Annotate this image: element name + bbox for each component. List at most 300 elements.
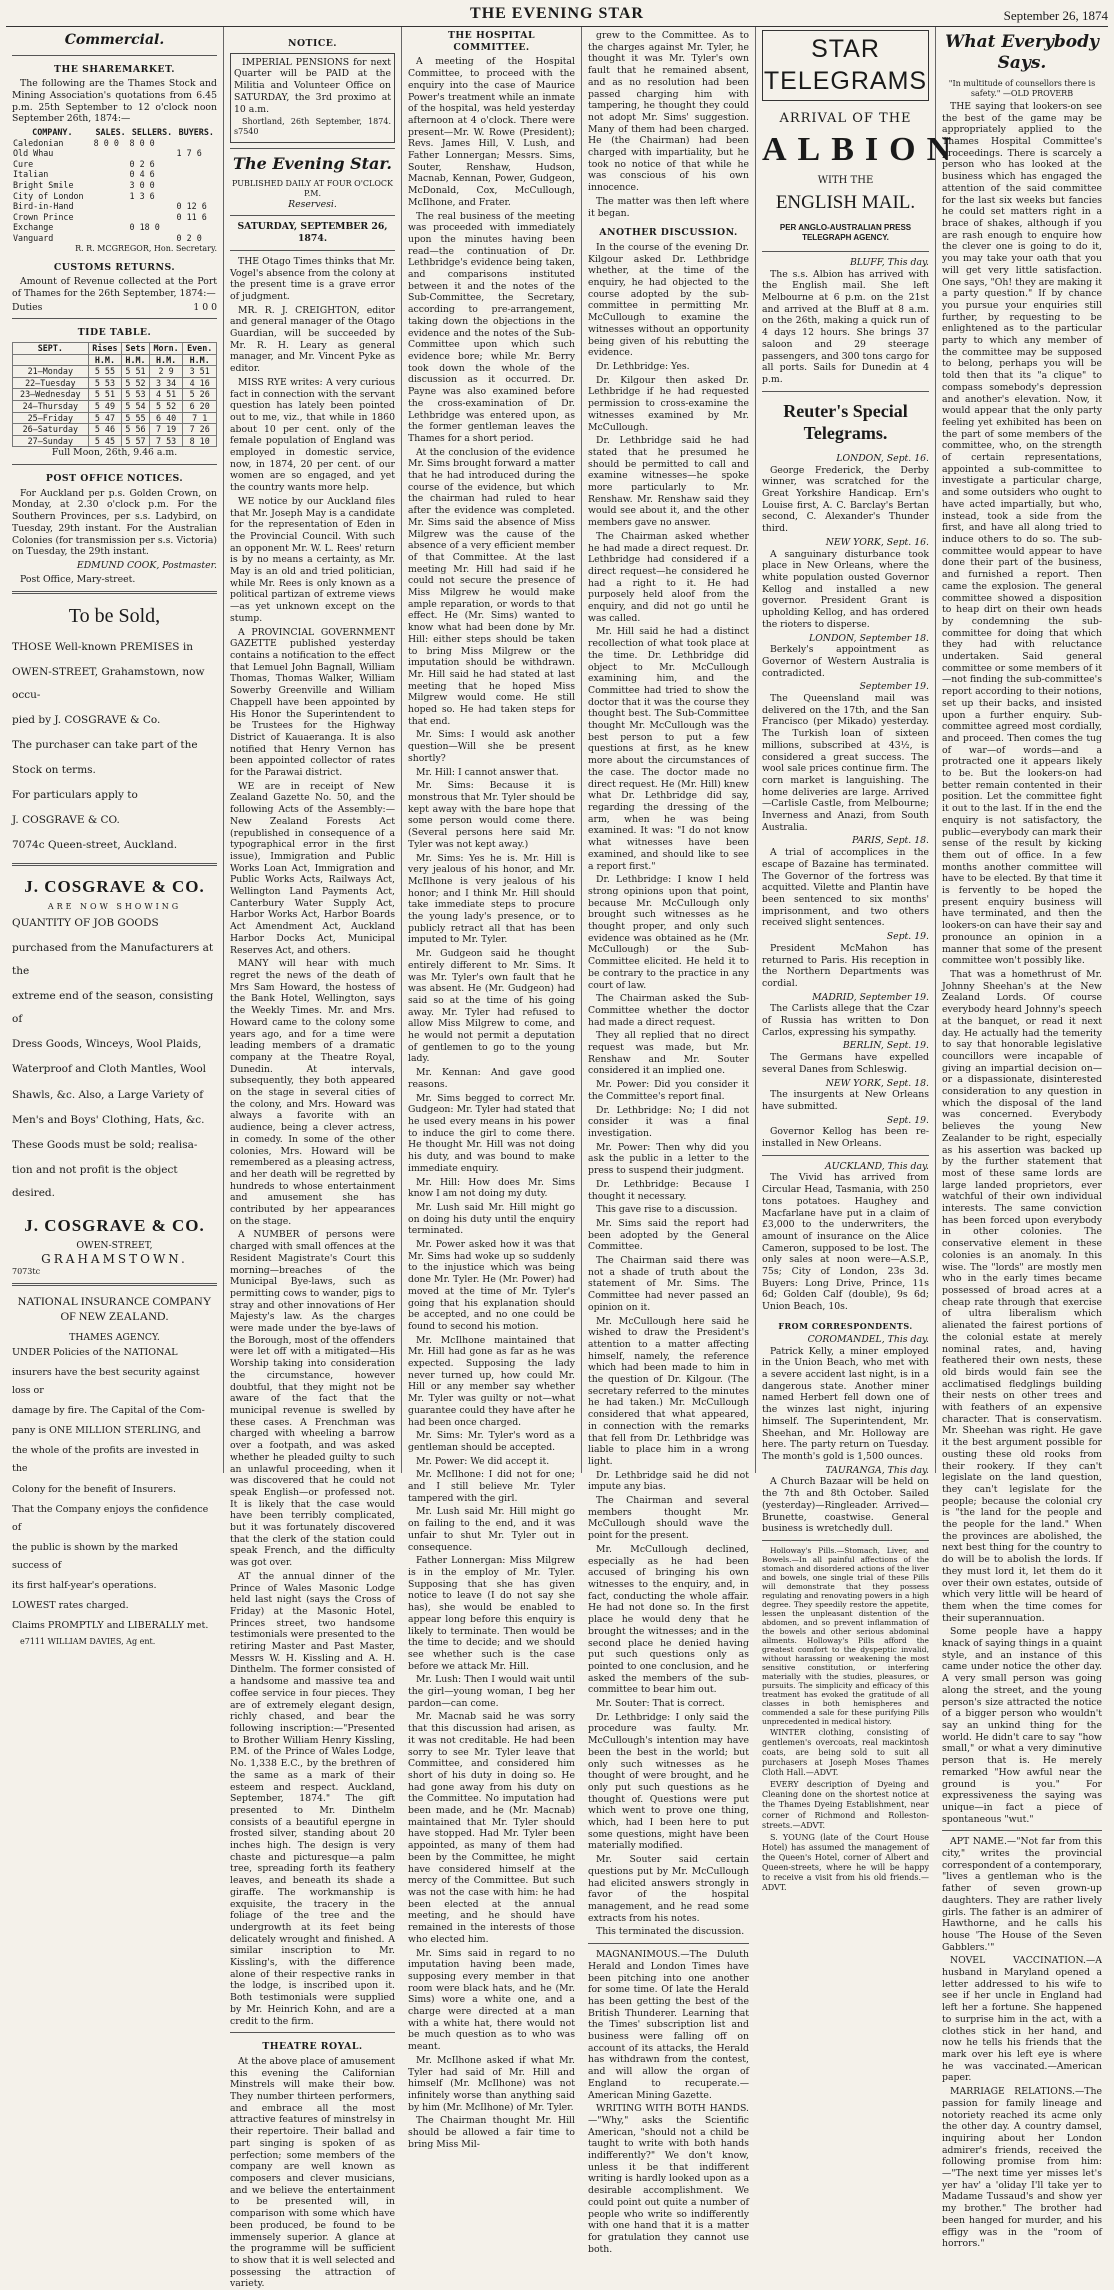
- tide-unit: H.M.: [183, 354, 217, 366]
- coromandel-dateline: COROMANDEL, This day.: [807, 1333, 929, 1345]
- share-table-body: [12, 138, 217, 244]
- tide-table-body: [13, 366, 217, 447]
- tide-cell: 3 51: [183, 366, 217, 378]
- share-row: [12, 180, 217, 191]
- to-be-sold-heading: To be Sold,: [68, 605, 161, 628]
- reuter-text: A trial of accomplices in the escape of Bazaine has terminated. The Governor of the fortress was acquitted. Vilette and Plantin have been sentenced to six months' imprisonment, and two others received slight sentences.: [762, 847, 929, 929]
- reuter-dateline: Sept. 19.: [886, 931, 929, 943]
- discussion-paragraph: Mr. Souter said certain questions put by Mr. McCullough had elicited answers strongly in favor of the hospital management, and he read some extracts from his notes.: [588, 1854, 749, 1924]
- share-cell: 0 12 6: [176, 201, 207, 212]
- everybody-says-paragraph: THE saying that lookers-on see the best of the game may be appropriately applied to the Thames Hospital Committee's proceedings. There is scarcely a person who has looked at the business which has engaged the attention of the said committee for the last six weeks but fancies he could set matters right in a brace of shakes, although if you are rash enough to enquire how the clever one is going to do it, you may take your oath that you will get very little satisfaction. One says, "Oh! they are making it a party question." If by chance you pursue your enquiries still further, by requesting to be enlightened as to the particular party to which any member of the committee may be supposed to belong, perhaps you will be told then that its "a clique" to compass somebody's depression and another's elevation. Now, it would appear that the only party feeling yet exhibited has been on the part of some members of the committee, who, on the strength of certain representations, appointed a sub-committee to investigate a particular charge, and some outsiders who ought to have acted impartially, but who, instead, took a side from the first, and have all along tried to induce others to do so. The sub-committee would appear to have done their part of the business, and furnished a report. Then came the explosion. The general committee showed a disposition to heap dirt on their own heads by condemning the sub-committee for doing that which they had with reluctance undertaken. Said general committee or some members of it—not finding the sub-committee's report according to their notions, set up their backs, and insisted upon a further enquiry. Sub-committee agreed most cordially, and proceed. Then comes the tug of war—of words—and a protracted one it appears likely to be. But the lookers-on had better remain contented in their position. Let the committee fight it out to the last. If in the end the enquiry is not satisfactory, the public—everybody can mark their sense of the result by kicking them out of office. In a few months another committee will have to be elected. By that time it is fervently to be hoped the present enquiry business will have terminated, and then the lookers-on can have their say and pronounce an opinion in a manner that some of the present committee won't possibly like.: [942, 100, 1102, 967]
- divider: [12, 863, 217, 866]
- cosgrave-ad: [12, 912, 217, 1205]
- tide-cell: 7 1: [183, 412, 217, 424]
- hospital-paragraph: Mr. Sims said in regard to no imputation having been made, supposing every member in that room were black hats, and he (Mr. Sims) wore a white one, and a charge were directed at a man with a white hat, there would not be much question as to who was meant.: [408, 1947, 575, 2053]
- hospital-paragraphs: [408, 56, 575, 2150]
- hospital-paragraph: Mr. Lush said Mr. Hill might go on doing his duty until the enquiry terminated.: [408, 1201, 575, 1237]
- editorial-dateline: SATURDAY, SEPTEMBER 26, 1874.: [237, 221, 388, 245]
- share-cell: 3 0 0: [129, 180, 155, 191]
- cosgrave-line: extreme end of the season, consisting of: [12, 990, 214, 1026]
- share-cell: Bird-in-Hand: [13, 201, 74, 212]
- young-ad: S. YOUNG (late of the Court House Hotel) has assumed the management of the Queen's Hotel, corner of Albert and Queen-streets, where he will be happy to receive a visit from his old friends.—ADVT.: [762, 1832, 929, 1893]
- with-the-line: WITH THE: [817, 175, 874, 187]
- tide-cell: 27–Sunday: [13, 435, 89, 447]
- hospital-paragraph: Mr. Hill: How does Mr. Sims know I am not doing my duty.: [408, 1176, 575, 1200]
- duties-row: [12, 302, 217, 314]
- cosgrave-footer-name: J. COSGRAVE & CO.: [24, 1215, 205, 1235]
- cosgrave-heading: J. COSGRAVE & CO.: [24, 877, 205, 897]
- columns: [6, 27, 1108, 2290]
- reuter-text: The insurgents at New Orleans have submitted.: [762, 1089, 929, 1112]
- masthead: THE EVENING STAR: [470, 4, 644, 22]
- tide-cell: 2 9: [149, 366, 183, 378]
- divider: [12, 464, 217, 465]
- reuter-text: The Germans have expelled several Danes from Schleswig.: [762, 1052, 929, 1075]
- share-cell: Bright Smile: [13, 180, 74, 191]
- tide-cell: 5 55: [122, 412, 150, 424]
- tide-col-header: Rises: [88, 343, 122, 355]
- tide-cell: 5 52: [149, 400, 183, 412]
- divider: [762, 391, 929, 392]
- insurance-signature: e7111 WILLIAM DAVIES, Ag ent.: [20, 1636, 156, 1646]
- cosgrave-line: Dress Goods, Winceys, Wool Plaids,: [12, 1038, 202, 1051]
- share-cell: 1 7 6: [176, 148, 202, 159]
- coromandel-text: Patrick Kelly, a miner employed in the Union Beach, who met with a severe accident last night, is in a dangerous state. Another miner named Herbert fell down one of the winzes last night, injuring himself. The Superintendent, Mr. Sheehan, and Mr. Holloway are here. The party return on Tuesday. The month's gold is 1,500 ounces.: [762, 1345, 929, 1462]
- discussion-paragraph: Dr. Lethbridge: Because I thought it necessary.: [588, 1178, 749, 1202]
- discussion-paragraph: Dr. Lethbridge: No; I did not consider it was a final investigation.: [588, 1104, 749, 1139]
- share-row: [12, 233, 217, 244]
- share-cell: 8 0 0: [129, 137, 155, 148]
- tide-cell: 8 10: [183, 435, 217, 447]
- insurance-line: insurers have the best security against loss or: [12, 1367, 200, 1397]
- reuter-text: President McMahon has returned to Paris. His reception in the Northern Departments was cordial.: [762, 942, 929, 989]
- hospital-continued: [588, 30, 749, 219]
- tide-cell: 5 45: [88, 435, 122, 447]
- hospital-paragraph: Mr. McIlhone maintained that Mr. Hill had gone as far as he was expected. Supposing the lady never turned up, how could Mr. Hill or any member say whether Mr. Tyler was guilty or not—what guarantee could they have after he had been once charged.: [408, 1334, 575, 1428]
- editorial-paragraph: MISS RYE writes: A very curious fact in connection with the servant question has lately been pointed out to me, viz., that while in 1860 about 10 per cent. only of the female population of England was employed in domestic service, now, in 1874, 20 per cent. of our women are so engaged, and yet the country wants more help.: [230, 376, 395, 494]
- tide-row: [13, 412, 217, 424]
- auckland-text: The Vivid has arrived from Circular Head, Tasmania, with 250 tons potatoes. Haughey and Macfarlane have put in a claim of £3,000 to the underwriters, the amount of insurance on the Alice Cameron, supposed to be lost. The only sales at noon were—A.S.P., 75s; City of London, 23s 3d. Buyers: Long Drive, Prince, 11s 6d; Golden Calf (double), 9s 6d; Union Beach, 10s.: [762, 1172, 929, 1313]
- tide-cell: 3 34: [149, 377, 183, 389]
- tide-cell: 4 51: [149, 389, 183, 401]
- share-col-header: SELLERS.: [131, 127, 173, 138]
- hospital-paragraph: grew to the Committee. As to the charges against Mr. Tyler, he thought it was Mr. Tyler's own fault that he remained absent, and as no resolution had been passed charging him with tampering, he thought they could not adopt Mr. Sims' suggestion. Many of them had been charged. He (the Chairman) had been charged with impartiality, but he took no notice of that while he was conscious of his own innocence.: [588, 30, 749, 194]
- tide-cell: 5 46: [88, 424, 122, 436]
- discussion-paragraph: They all replied that no direct request was made, but Mr. Renshaw and Mr. Souter considered it an implied one.: [588, 1030, 749, 1077]
- divider: [762, 251, 929, 252]
- cosgrave-line: Shawls, &c. Also, a Large Variety of: [12, 1088, 204, 1101]
- everybody-says-paragraphs: [942, 101, 1102, 1825]
- hospital-paragraph: Mr. McIlhone: I did not for one; and I still believe Mr. Tyler tampered with the girl.: [408, 1469, 575, 1504]
- albion-heading: ALBION: [762, 131, 963, 169]
- everybody-says-paragraph: That was a homethrust of Mr. Johnny Sheehan's at the New Zealand Lords. Of course everybody heard Johnny's speech at the banquet, or read it next day. He actually had the temerity to say that honorable legislative councillors were incapable of giving an impartial decision on—or a dispassionate, disinterested consideration to any question in which the disposal of the land was concerned. Everybody believes the young New Zealander to be right, especially as his assertion was backed up by the further statement that most of these same lords are large landed proprietors, ever watchful of their own individual interests. The same conviction has been forced upon everybody in other colonies. The conservative element in these colonies is an anomaly. In this wise. The "lords" are mostly men who in the early times became possessed of broad acres at a cheap rate through that exercise of ultra liberalism which alienated the fairest portions of the colonial estate at merely nominal rates, and, having feathered their own nests, these old birds would fain see the acclimatised fledglings building their nests on other trees and with feathers of an expensive character. That is conservatism. Mr. Sheehan was right. He gave it the best argument possible for ousting these old rooks from their rookery. If they can't legislate on the land question, they can't legislate for the people; because the colonial cry is "the land for the people and the people for the land." When the provinces are abolished, the next best thing for the country to do will be to abolish the lords. If they must lord it, let them do it over their own estates, outside of which very little will be heard of them when the time comes for their superannuation.: [942, 969, 1102, 1624]
- share-col-header: COMPANY.: [32, 127, 73, 138]
- reuter-dateline: Sept. 19.: [886, 1114, 929, 1126]
- hospital-paragraph: Mr. Lush: Then I would wait until the girl—young woman, I beg her pardon—can come.: [408, 1674, 575, 1709]
- sold-line: J. COSGRAVE & CO.: [12, 814, 120, 827]
- share-cell: [129, 148, 176, 159]
- tide-heading: TIDE TABLE.: [77, 327, 152, 339]
- divider: [12, 318, 217, 319]
- hospital-paragraph: Mr. Sims: Because it is monstrous that Mr. Tyler should be kept away with the bare hope that some person would come there. (Several persons here said Mr. Tyler was not kept away.): [408, 780, 575, 850]
- hospital-paragraph: Mr. Macnab said he was sorry that this discussion had arisen, as it was not creditable. He had been sorry to see Mr. Tyler leave that Committee, and considered him short of his duty in doing so. He had gone away from his duty on the Committee. No imputation had been made, and he (Mr. Macnab) maintained that Mr. Tyler should have stopped. Had Mr. Tyler been appointed, as many of them had been by the Committee, he might have considered himself at the mercy of the Committee. But such was not the case with him: he had been elected at the annual meeting, and he should have remained in the interests of those who elected him.: [408, 1711, 575, 1945]
- editorial-paragraph: WE notice by our Auckland files that Mr. Joseph May is a candidate for the representation of Eden in the Provincial Council. With such an opponent Mr. W. L. Rees' return is by no means a certainty, as Mr. May is an old and tried politician, while Mr. Rees is only known as a political partizan of extreme views—as yet unknown except on the stump.: [230, 495, 395, 624]
- hospital-paragraph: Father Lonnergan: Miss Milgrew is in the employ of Mr. Tyler. Supposing that she has given notice to leave (I do not say she has), she would be enabled to appear long before this enquiry is likely to terminate. Then would be the time to decide; and we should see whether such is the case before we attack Mr. Hill.: [408, 1555, 575, 1672]
- everybody-says-heading: What Everybody Says.: [945, 32, 1099, 74]
- paper-title: The Evening Star.: [233, 154, 392, 174]
- arrival-line: ARRIVAL OF THE: [779, 111, 912, 126]
- hospital-paragraph: The Chairman thought Mr. Hill should be allowed a fair time to bring Miss Mil-: [408, 2115, 575, 2150]
- tide-cell: 7 26: [183, 424, 217, 436]
- duties-label: Duties: [12, 301, 43, 313]
- reuter-dateline: September 19.: [859, 681, 929, 693]
- notice-signature: Shortland, 26th September, 1874. s7540: [234, 117, 391, 137]
- reuter-items: [762, 453, 929, 1150]
- editorial-paragraph: MR. R. J. CREIGHTON, editor and general manager of the Otago Guardian, will be succeeded by Mr. R. H. Leary as general manager, and Mr. Vincent Pyke as editor.: [230, 304, 395, 375]
- cosgrave-line: Men's and Boys' Clothing, Hats, &c.: [12, 1113, 205, 1126]
- share-cell: [129, 212, 176, 223]
- column-5: [756, 27, 963, 1893]
- post-office-address: Post Office, Mary-street.: [20, 573, 136, 585]
- motto: "In multitude of counsellors there is safety." —OLD PROVERB: [948, 78, 1096, 98]
- share-cell: [93, 180, 129, 191]
- winter-ad: WINTER clothing, consisting of gentlemen's overcoats, real mackintosh coats, are being sold to suit all purchasers at Joseph Moses Thames Cloth Hall.—ADVT.: [762, 1727, 929, 1778]
- share-cell: [129, 201, 176, 212]
- column-3: [402, 27, 582, 2150]
- discussion-paragraph: Dr. Lethbridge: I only said the procedure was faulty. Mr. McCullough's intention may have been the best in the world; but only such witnesses as he thought of were brought, and he only put such questions as he thought of. Questions were put which went to prove one thing, which, had I been here to put some questions, might have been materially modified.: [588, 1711, 749, 1852]
- cosgrave-line: tion and not profit is the object desired.: [12, 1163, 178, 1199]
- tide-cell: 5 47: [88, 412, 122, 424]
- post-office-signature: EDMUND COOK, Postmaster.: [76, 559, 217, 571]
- tide-cell: 5 55: [88, 366, 122, 378]
- tide-cell: 5 52: [122, 377, 150, 389]
- reuter-dateline: NEW YORK, Sept. 16.: [825, 536, 929, 548]
- tide-units-row: [13, 354, 217, 366]
- reuter-heading: Reuter's Special Telegrams.: [783, 400, 908, 444]
- sold-line: pied by J. COSGRAVE & Co.: [12, 713, 161, 726]
- magnanimous-item: MAGNANIMOUS.—The Duluth Herald and London Times have been pitching into one another for some time. Of late the Herald has been getting the best of the British Thunderer. Learning that the Times' subscription list and business were falling off on account of its attacks, the Herald has withdrawn from the contest, and will allow the organ of England to recuperate.—American Mining Gazette.: [588, 1949, 749, 2101]
- cosgrave-line: These Goods must be sold; realisa-: [12, 1138, 198, 1151]
- tide-unit: [13, 354, 89, 366]
- share-cell: 0 2 6: [129, 158, 155, 169]
- hospital-paragraph: The real business of the meeting was proceeded with immediately upon the minutes having been read—the continuation of Dr. Lethbridge's evidence being taken, and comparisons instituted between it and the notes of the Sub-Committee, the Secretary, according to pre-arrangement, taking down the objections in the evidence and the notes of the Sub-Committee upon which such evidence bore; while Mr. Berry took down the whole of the discussion as it occurred. Dr. Payne was also examined before the cross-examination of Dr. Lethbridge was entered upon, as the former gentleman leaves the Thames for a short period.: [408, 210, 575, 444]
- sold-line: 7074c Queen-street, Auckland.: [12, 839, 178, 852]
- tide-cell: 25–Friday: [13, 412, 89, 424]
- share-cell: Italian: [13, 169, 49, 180]
- notice-heading: NOTICE.: [287, 38, 338, 49]
- hospital-paragraph: Mr. Sims begged to correct Mr. Gudgeon: Mr. Tyler had stated that he used every means in his power to induce the girl to come there. He thought Mr. Hill was not doing his duty, and was bound to make immediate enquiry.: [408, 1092, 575, 1174]
- column-6: [936, 27, 1108, 2250]
- commercial-heading: Commercial.: [64, 32, 165, 48]
- holloway-ad: Holloway's Pills.—Stomach, Liver, and Bowels.—In all painful affections of the stomach and disordered actions of the liver and bowels, one single trial of these Pills will demonstrate that they possess regulating and renovating powers in a high degree. They speedily restore the appetite, lessen the unpleasant distention of the abdomen, and so prevent inflammation of the bowels and other serious abdominal ailments. Holloway's Pills afford the greatest comfort to the dyspeptic invalid, without harassing or weakening the most sensitive constitution, or interfering materially with the studies, pleasures, or pursuits. The simplicity and efficacy of this treatment has evoked the gratitude of all classes in both hemispheres and commended a sale for these purifying Pills unprecedented in medical history.: [762, 1545, 929, 1726]
- theatre-heading: THEATRE ROYAL.: [262, 2041, 363, 2053]
- auckland-dateline: AUCKLAND, This day.: [824, 1160, 929, 1172]
- hospital-paragraph: Mr. Hill: I cannot answer that.: [416, 766, 559, 778]
- editorial-paragraph: A NUMBER of persons were charged with small offences at the Resident Magistrate's Court this morning—breaches of the Municipal Bye-laws, such as permitting cows to wander, pigs to stray and other innovations of Her Majesty's law. As the charges were made under the bye-laws of the Borough, most of the offenders were let off with a mitigated—His Worship taking into consideration the circumstance, however doubtful, that they might not be aware of the fact that the municipal revenue is swelled by these cases. A Frenchman was charged with wheeling a barrow over a footpath, and was asked whether he pleaded guilty to such an unlawful proceeding, when it was discovered that he could not speak English—or professed not. It is likely that the case would have been terribly complicated, but it was fortunately discovered that the clerk of the station could speak French, and the difficulty was got over.: [230, 1229, 395, 1569]
- share-row: [12, 222, 217, 233]
- theatre-text: At the above place of amusement this evening the Californian Minstrels will make their bow. They number thirteen performers, and embrace all the most attractive features of minstrelsy in their repertoire. Their ballad and part singing is spoken of as perfection; some members of the company are well known as composers and clever musicians, and we believe the entertainment to be presented will, in comparison with some which have been produced, be found to be immensely superior. A glance at the programme will be sufficient to show that it is well selected and possessing the attraction of variety.: [230, 2055, 396, 2290]
- correspondents-heading: FROM CORRESPONDENTS.: [778, 1320, 913, 1331]
- tide-row: [13, 377, 217, 389]
- sold-line: THOSE Well-known PREMISES in: [12, 640, 193, 653]
- hospital-paragraph: Mr. Sims: Mr. Tyler's word as a gentleman should be accepted.: [408, 1430, 575, 1453]
- share-cell: [176, 180, 217, 191]
- share-cell: [93, 233, 129, 244]
- share-cell: 8 0 0: [93, 137, 119, 148]
- share-cell: Vanguard: [13, 232, 54, 243]
- share-signature: R. R. MCGREGOR, Hon. Secretary.: [75, 243, 217, 253]
- tide-cell: 24–Thursday: [13, 400, 89, 412]
- discussion-paragraph: In the course of the evening Dr. Kilgour asked Dr. Lethbridge whether, at the time of the enquiry, he had objected to the course adopted by the sub-committee in permitting Mr. McCullough to examine the witnesses without an opportunity being given of his rebutting the evidence.: [588, 241, 749, 359]
- tide-row: [13, 366, 217, 378]
- divider: [12, 1283, 217, 1286]
- reuter-dateline: BERLIN, Sept. 19.: [842, 1040, 929, 1052]
- tide-cell: 6 20: [183, 400, 217, 412]
- share-cell: 0 18 0: [129, 222, 160, 233]
- apt-name-item: APT NAME.—"Not far from this city," writes the provincial correspondent of a contemporary, "lives a gentleman who is the father of seven grown-up daughters. They are rather lively girls. The father is an admirer of Hawthorne, and he calls his house 'The House of the Seven Gabblers.'": [942, 1836, 1102, 1953]
- tide-cell: 5 57: [122, 435, 150, 447]
- tide-col-header: SEPT.: [13, 343, 89, 355]
- tide-cell: 5 53: [122, 389, 150, 401]
- tide-cell: 5 26: [183, 389, 217, 401]
- editorial-paragraph: THE Otago Times thinks that Mr. Vogel's absence from the colony at the present time is a grave error of judgment.: [230, 255, 395, 302]
- share-col-header: SALES.: [95, 127, 126, 138]
- hospital-paragraph: Mr. Power: We did accept it.: [416, 1455, 550, 1467]
- hospital-heading: THE HOSPITAL COMMITTEE.: [447, 30, 536, 53]
- published-line: PUBLISHED DAILY AT FOUR O'CLOCK P.M.: [231, 178, 394, 198]
- share-row: [12, 191, 217, 202]
- share-cell: [129, 233, 176, 244]
- divider: [12, 591, 217, 594]
- cosgrave-line: QUANTITY OF JOB GOODS: [12, 916, 159, 929]
- reuter-dateline: MADRID, September 19.: [812, 991, 929, 1003]
- share-cell: [93, 148, 129, 159]
- divider: [230, 2032, 395, 2033]
- insurance-line: pany is ONE MILLION STERLING, and: [12, 1425, 201, 1437]
- tide-row: [13, 400, 217, 412]
- tide-cell: 5 54: [122, 400, 150, 412]
- discussion-paragraph: The Chairman and several members thought Mr. McCullough should wave the point for the present.: [588, 1495, 749, 1542]
- tide-unit: H.M.: [149, 354, 183, 366]
- tide-col-header: Sets: [122, 343, 150, 355]
- divider: [12, 55, 217, 56]
- tide-cell: 5 49: [88, 400, 122, 412]
- tide-row: [13, 435, 217, 447]
- tide-cell: 21–Monday: [13, 366, 89, 378]
- cosgrave-street: OWEN-STREET,: [76, 1240, 153, 1252]
- page-header: [6, 0, 1108, 27]
- tide-cell: 22–Tuesday: [13, 377, 89, 389]
- discussion-paragraph: Dr. Kilgour then asked Dr. Lethbridge if he had requested permission to cross-examine the witnesses examined by Mr. McCullough.: [588, 374, 749, 433]
- customs-text: Amount of Revenue collected at the Port of Thames for the 26th September, 1874:—: [12, 276, 217, 299]
- insurance-line: its first half-year's operations.: [12, 1579, 157, 1591]
- tauranga-dateline: TAURANGA, This day.: [825, 1464, 929, 1476]
- discussion-paragraph: Mr. Sims said the report had been adopted by the General Committee.: [588, 1217, 749, 1253]
- tide-col-header: Morn.: [149, 343, 183, 355]
- share-cell: [176, 191, 217, 202]
- tide-cell: 26–Saturday: [13, 424, 89, 436]
- notice-box: [230, 53, 395, 144]
- notice-text: IMPERIAL PENSIONS for next Quarter will be PAID at the Militia and Volunteer Office on SATURDAY, the 3rd proximo at 10 a.m.: [234, 56, 391, 115]
- reuter-dateline: NEW YORK, Sept. 18.: [825, 1077, 929, 1089]
- share-table-header: [12, 127, 217, 138]
- editorial-paragraphs: [230, 256, 395, 2027]
- cosgrave-sub: ARE NOW SHOWING: [47, 901, 182, 911]
- hospital-paragraph: The matter was then left where it began.: [588, 195, 749, 219]
- discussion-paragraph: Dr. Lethbridge: I know I held strong opinions upon that point, because Mr. McCullough only brought such witnesses as he thought proper, and only such evidence was obtained as he (Mr. McCullough) or the Sub-Committee elicited. He held it to be contrary to the practice in any court of law.: [588, 874, 749, 991]
- discussion-paragraph: The Chairman asked whether he had made a direct request. Dr. Lethbridge had considered if a direct request—he considered he had a right to it. He had purposely held aloof from the enquiry, and did not go until he was called.: [588, 530, 749, 624]
- divider: [230, 250, 395, 251]
- divider: [588, 1943, 749, 1944]
- issue-date: September 26, 1874: [1003, 7, 1108, 23]
- tide-unit: H.M.: [88, 354, 122, 366]
- hospital-paragraph: Mr. Kennan: And gave good reasons.: [408, 1067, 575, 1090]
- sharemarket-intro: The following are the Thames Stock and Mining Association's quotations from 6.45 p.m. 25th September to 12 o'clock noon September 26th, 1874:—: [12, 78, 217, 125]
- tide-unit: H.M.: [122, 354, 150, 366]
- discussion-paragraph: Dr. Lethbridge said he had stated that he presumed he should be permitted to call and examine witnesses—he spoke more particularly to Mr. Renshaw. Mr. Renshaw said they would see about it, and the other members gave no answer.: [588, 435, 749, 529]
- share-cell: 1 3 6: [129, 190, 155, 201]
- divider: [230, 148, 395, 149]
- sold-line: The purchaser can take part of the: [12, 738, 198, 751]
- share-cell: [176, 138, 217, 149]
- discussion-paragraph: Dr. Lethbridge said he did not impute any bias.: [588, 1469, 749, 1493]
- insurance-line: damage by fire. The Capital of the Com-: [12, 1405, 205, 1417]
- sold-line: OWEN-STREET, Grahamstown, now occu-: [12, 665, 205, 701]
- share-cell: Crown Prince: [13, 211, 74, 222]
- agency-line: PER ANGLO-AUSTRALIAN PRESS TELEGRAPH AGENCY.: [779, 222, 912, 242]
- discussion-paragraph: The Chairman said there was not a shade of truth about the statement of Mr. Sims. The Committee had never passed an opinion on it.: [588, 1255, 749, 1313]
- divider: [942, 1830, 1102, 1831]
- sold-line: For particulars apply to: [12, 789, 138, 802]
- share-row: [12, 169, 217, 180]
- bluff-text: The s.s. Albion has arrived with the English mail. She left Melbourne at 6 p.m. on the 21st and arrived at the Bluff at 8 a.m. on the 26th, making a quick run of 4 days 12 hours. She brings 37 saloon and 29 steerage passengers, and 300 tons cargo for all ports. Sails for Dunedin at 4 p.m.: [762, 268, 929, 385]
- another-discussion-heading: ANOTHER DISCUSSION.: [599, 227, 738, 239]
- tide-col-header: Even.: [183, 343, 217, 355]
- tide-cell: 23–Wednesday: [13, 389, 89, 401]
- insurance-sub: THAMES AGENCY.: [69, 1332, 160, 1344]
- sharemarket-heading: THE SHAREMARKET.: [54, 63, 175, 75]
- share-cell: 0 2 0: [176, 232, 202, 243]
- to-be-sold-ad: [12, 636, 217, 858]
- insurance-heading: NATIONAL INSURANCE COMPANY OF NEW ZEALAND.: [17, 1294, 212, 1324]
- share-cell: [93, 159, 129, 170]
- discussion-paragraph: Mr. Souter: That is correct.: [596, 1698, 725, 1710]
- share-cell: [93, 212, 129, 223]
- column-4: [582, 27, 756, 2255]
- share-row: [12, 159, 217, 170]
- insurance-ad: [12, 1344, 217, 1635]
- tauranga-text: A Church Bazaar will be held on the 7th and 8th October. Sailed (yesterday)—Ringleader. Arrived—Brunette, coastwise. General business is wretchedly dull.: [762, 1476, 929, 1535]
- customs-heading: CUSTOMS RETURNS.: [53, 261, 176, 273]
- share-row: [12, 148, 217, 159]
- column-2: [224, 27, 402, 2290]
- discussion-paragraph: The Chairman asked the Sub-Committee whether the doctor had made a direct request.: [588, 993, 749, 1028]
- editorial-paragraph: AT the annual dinner of the Prince of Wales Masonic Lodge held last night (says the Cross of Friday) at the Masonic Hotel, Princes street, two handsome testimonials were presented to the retiring Master and Past Master, Messrs W. H. Kissling and A. H. Dinthelm. The former consisted of a handsome and massive tea and coffee service in four pieces. They are of extremely elegant design, richly chased, and bear the following inscription:—"Presented to Brother William Henry Kissling, P.M. of the Prince of Wales Lodge, No. 1,338 E.C., by the brethren of the same as a mark of their esteem and respect. Auckland, September, 1874." The gift presented to Mr. Dinthelm consists of a beautiful epergne in frosted silver, standing about 20 inches high. The design is very chaste and picturesque—a palm tree, spreading forth its feathery leaves, and beneath its shade a giraffe. The workmanship is exquisite, the tracery in the foliage of the tree and the undergrowth at its feet being delicately wrought and finished. A similar inscription to Mr. Kissling's, with the difference alone of their respective ranks in the lodge, is inscribed upon it. Both testimonials were supplied by Mr. Heinrich Kohn, and are a credit to the firm.: [230, 1570, 395, 2027]
- tide-cell: 7 53: [149, 435, 183, 447]
- reuter-text: Berkely's appointment as Governor of Western Australia is contradicted.: [762, 644, 929, 679]
- divider: [762, 1155, 929, 1156]
- share-cell: [93, 201, 129, 212]
- share-cell: Caledonian: [13, 137, 64, 148]
- hospital-paragraph: At the conclusion of the evidence Mr. Sims brought forward a matter that he had introduced during the course of the evidence, but which the chairman had ruled to hear after the evidence was completed. Mr. Sims said the absence of Miss Milgrew was the cause of the absence of a very efficient member of that Committee. At the last meeting Mr. Hill had said if he could not secure the presence of Miss Milgrew he would make ample reparation, or words to that effect. He (Mr. Sims) wanted to know what had been done by Mr. Hill: either steps should be taken to bring Miss Milgrew or the imputation should be withdrawn. Mr. Hill said he had stated at last meeting that he hoped Miss Milgrew would come. He still hoped so. He had taken steps for that end.: [408, 446, 575, 727]
- everybody-says-paragraph: Some people have a happy knack of saying things in a quaint style, and an instance of this came under notice the other day. A very small person was going along the street, and the young person's size attracted the notice of a bigger person who wouldn't say an unkind thing for the world. He didn't care to say "how small," or what a very diminutive person that is. He merely remarked "How awful near the ground is you." For expressiveness the saying was unique—in fact a piece of spontaneous "wut.": [942, 1626, 1102, 1825]
- insurance-line: the public is shown by the marked success of: [12, 1541, 178, 1571]
- share-cell: 0 4 6: [129, 169, 155, 180]
- share-cell: [176, 169, 217, 180]
- share-table: [12, 127, 217, 243]
- discussion-paragraph: This gave rise to a discussion.: [596, 1204, 738, 1216]
- share-col-header: BUYERS.: [178, 127, 214, 138]
- reuter-text: A sanguinary disturbance took place in New Orleans, where the white population ousted Governor Kellog and installed a new governor. President Grant is upholding Kellog, and has ordered the rioters to disperse.: [762, 548, 929, 630]
- share-row: [12, 138, 217, 149]
- reuter-text: The Queensland mail was delivered on the 17th, and the San Francisco (per Mikado) yesterday. The Turkish loan of sixteen millions, subscribed at 43½, is considered a great success. The wool sale prices continue firm. The corn market is languishing. The home deliveries are large. Arrived—Carlisle Castle, from Melbourne; Inverness and Anazi, from South Australia.: [762, 693, 929, 833]
- tide-cell: 5 53: [88, 377, 122, 389]
- moon-note: Full Moon, 26th, 9.46 a.m.: [51, 447, 178, 459]
- post-office-heading: POST OFFICE NOTICES.: [45, 473, 184, 484]
- hospital-paragraph: Mr. Power asked how it was that Mr. Sims had woke up so suddenly to the injustice which was being done Mr. Tyler. He (Mr. Power) had moved at the time of Mr. Tyler's going that his explanation should be accepted, and no one could be found to second his motion.: [408, 1239, 575, 1332]
- share-cell: [176, 159, 217, 170]
- share-cell: Exchange: [13, 222, 54, 233]
- reuter-text: George Frederick, the Derby winner, was scratched for the Great Yorkshire Handicap. Ern's Louise first, A. C. Barclay's Bertan second, C. Alexander's Thunder third.: [762, 464, 929, 535]
- discussion-paragraph: Mr. McCullough here said he wished to draw the President's attention to a matter affecting himself, namely, the reference which had been made to him in the question of Dr. Kilgour. (The secretary referred to the minutes he had taken.) Mr. McCullough considered that what appeared, in connection with the remarks that fell from Dr. Lethbridge was liable to place him in a wrong light.: [588, 1315, 749, 1467]
- hospital-paragraph: Mr. Lush said Mr. Hill might go on failing to the end, and it was unfair to shut Mr. Tyler out in consequence.: [408, 1506, 575, 1553]
- column-1: [6, 27, 224, 1646]
- cosgrave-line: Waterproof and Cloth Mantles, Wool: [12, 1063, 207, 1076]
- insurance-line: the whole of the profits are invested in the: [12, 1445, 200, 1475]
- post-office-text: For Auckland per p.s. Golden Crown, on Monday, at 2.30 o'clock p.m. For the Southern Provinces, per s.s. Ladybird, on Tuesday, 29th instant. For the Australian Colonies (for transmission per s.s. Victoria) on Tuesday, the 29th instant.: [12, 487, 217, 558]
- share-cell: 0 11 6: [176, 211, 207, 222]
- dyeing-ad: EVERY description of Dyeing and Cleaning done on the shortest notice at the Thames Dyeing Establishment, near corner of Richmond and Rolleston-streets.—ADVT.: [762, 1780, 929, 1830]
- discussion-paragraph: Dr. Lethbridge: Yes.: [596, 360, 690, 372]
- tide-cell: 6 40: [149, 412, 183, 424]
- tide-row: [13, 389, 217, 401]
- share-row: [12, 201, 217, 212]
- discussion-paragraph: Mr. Hill said he had a distinct recollection of what took place at the time. Dr. Lethbridge did object to Mr. McCullough examining him, and the Committee had tried to show the doctor that it was the course they thought best. The Sub-Committee thought Mr. McCullough was the best person to put a few questions at first, as he knew more about the circumstances of the case. The doctor made no direct request. He (Mr. Hill) knew what Dr. Lethbridge did say, regarding the dressing of the arm, when he was being examined. It was: "I do not know what witnesses have been examined, and should like to see a report first.": [588, 626, 749, 872]
- share-cell: [93, 169, 129, 180]
- share-cell: City of London: [13, 190, 84, 201]
- hospital-paragraph: Mr. Sims: I would ask another question—Will she be present shortly?: [408, 729, 575, 764]
- another-discussion-paragraphs: [588, 242, 749, 1938]
- editorial-paragraph: WE are in receipt of New Zealand Gazette No. 50, and the following Acts of the Assembly:—New Zealand Forests Act (republished in consequence of a typographical error in the first issue), Immigration and Public Works Loan Act, Immigration and Public Works Acts, Railways Act, Wellington Land Payments Act, Canterbury Water Supply Act, Harbor Works Act, Harbor Boards Act Amendment Act, Auckland Harbor Docks Act, Municipal Reserves Act, and others.: [230, 780, 395, 956]
- editorial-paragraph: A PROVINCIAL GOVERNMENT GAZETTE published yesterday contains a notification to the effect that Lemuel John Bagnall, William Thomas, Thomas Walker, William Sowerby Greenville and William Chappell have been appointed by His Honor the Superintendent to be Trustees for the Highway District of Kauaeranga. It is also notified that Henry Vernon has been appointed collector of rates for the Parawai district.: [230, 626, 395, 779]
- writing-item: WRITING WITH BOTH HANDS.—"Why," asks the Scientific American, "should not a child be taught to write with both hands indifferently?" We don't know, unless it be that indifferent writing is hardly looked upon as a desirable accomplishment. We could point out quite a number of people who write so indifferently with one hand that it is a matter for gratulation they cannot use both.: [588, 2103, 749, 2255]
- sold-line: Stock on terms.: [12, 763, 96, 776]
- share-cell: Old Whau: [13, 148, 54, 159]
- share-cell: [93, 222, 129, 233]
- share-cell: Cure: [13, 158, 34, 169]
- reserved-line: Reservesi.: [288, 198, 337, 210]
- marriage-relations-item: MARRIAGE RELATIONS.—The passion for family lineage and notoriety reached its acme only the other day. A country damsel, inquiring about her London admirer's friends, received the following promise from him:—"The next time yer misses let's yer hav' a 'oliday I'll take yer to Madame Tussaud's and show yer my brother." The brother had been hanged for murder, and his effigy was in the "room of horrors.": [942, 2086, 1102, 2250]
- insurance-line: Colony for the benefit of Insurers.: [12, 1483, 176, 1495]
- hospital-paragraph: A meeting of the Hospital Committee, to proceed with the enquiry into the case of Maurice Power's treatment while an inmate of the hospital, was held yesterday afternoon at 4 o'clock. There were present—Mr. W. Rowe (President); Revs. James Hill, V. Lush, and Father Lonnergan; Messrs. Sims, Souter, Renshaw, Hudson, Macnab, Kennan, Power, Gudgeon, McDonald, Cox, McCullough, McIlhone, and Frater.: [408, 56, 575, 208]
- novel-vaccination-item: NOVEL VACCINATION.—A husband in Maryland opened a letter addressed to his wife to see if her uncle in England had left her a fortune. She happened to surprise him in the act, with a clothes stick in her hand, and now he tells his friends that the mark over his left eye is where he was vaccinated.—American paper.: [942, 1955, 1102, 2084]
- tide-header-row: [13, 343, 217, 355]
- tide-table: [12, 342, 217, 447]
- insurance-line: Claims PROMPTLY and LIBERALLY met.: [12, 1619, 209, 1631]
- divider: [762, 1540, 929, 1541]
- bluff-dateline: BLUFF, This day.: [849, 256, 929, 268]
- reuter-text: The Carlists allege that the Czar of Russia has written to Don Carlos, expressing his sympathy.: [762, 1003, 929, 1038]
- reuter-dateline: LONDON, Sept. 16.: [836, 452, 929, 464]
- tide-cell: 7 19: [149, 424, 183, 436]
- english-mail-heading: ENGLISH MAIL.: [775, 191, 916, 213]
- hospital-paragraph: Mr. Sims: Yes he is. Mr. Hill is very jealous of his honor, and Mr. McIlhone is very jealous of his honor; and I think Mr. Hill should take immediate steps to procure the young lady's presence, or to publicly retract all that has been imputed to Mr. Tyler.: [408, 852, 575, 946]
- tide-row: [13, 424, 217, 436]
- discussion-paragraph: This terminated the discussion.: [596, 1926, 745, 1938]
- cosgrave-code: 7073tc: [12, 1267, 41, 1277]
- tide-cell: 4 16: [183, 377, 217, 389]
- discussion-paragraph: Mr. Power: Then why did you ask the public in a letter to the press to suspend their judgment.: [588, 1141, 749, 1177]
